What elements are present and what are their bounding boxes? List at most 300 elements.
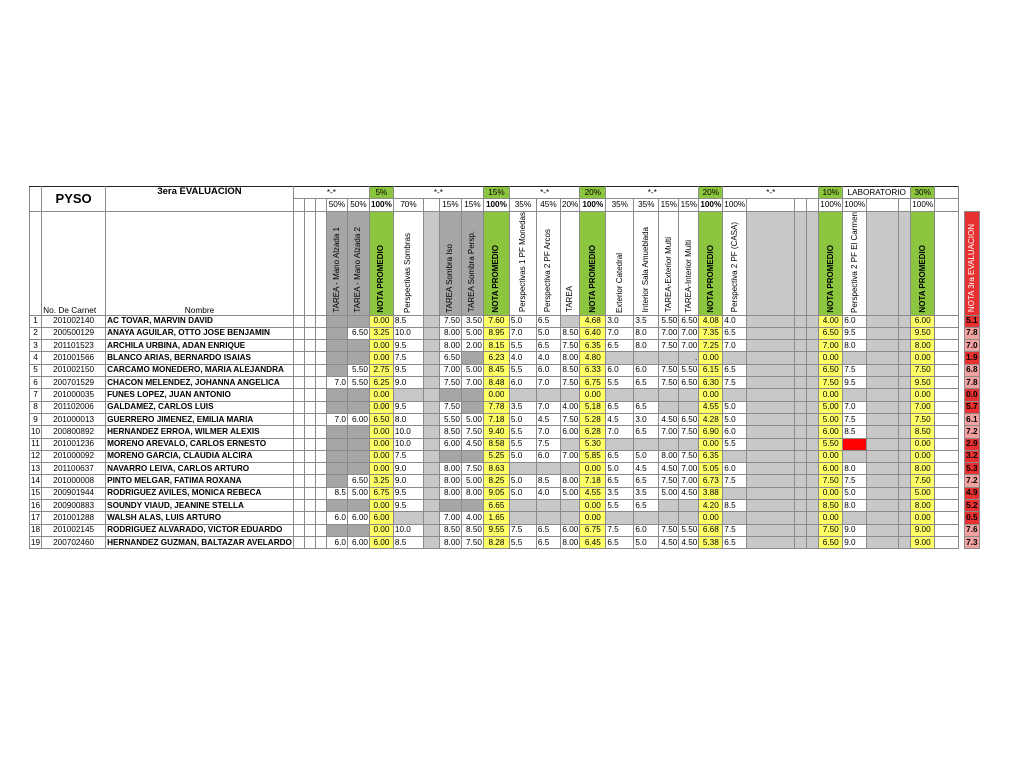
- grade-cell: 8.0: [843, 463, 867, 475]
- grade-cell: 6.25: [369, 377, 393, 389]
- grade-cell: 9.5: [393, 340, 423, 352]
- grade-cell: 6.50: [819, 364, 843, 376]
- grade-cell: [461, 499, 483, 511]
- grade-cell: [560, 512, 579, 524]
- grade-cell: 8.0: [843, 340, 867, 352]
- grade-cell: 8: [30, 401, 42, 413]
- empty-cell: [935, 426, 959, 438]
- grade-cell: WALSH ALAS, LUIS ARTURO: [106, 512, 294, 524]
- empty-cell: [304, 352, 315, 364]
- grade-cell: 6.40: [580, 327, 606, 339]
- empty-col: [807, 211, 819, 315]
- final-grade-cell: 7.8: [965, 327, 979, 339]
- grade-cell: [439, 389, 461, 401]
- grade-cell: [659, 512, 679, 524]
- grade-cell: 0.00: [699, 438, 723, 450]
- spacer: [965, 199, 979, 211]
- grade-cell: 7.50: [819, 524, 843, 536]
- final-grade-cell: 5.1: [965, 315, 979, 327]
- grade-cell: MORENO AREVALO, CARLOS ERNESTO: [106, 438, 294, 450]
- col-header: TAREA - Mano Alzada 1: [326, 211, 347, 315]
- grade-cell: [347, 401, 369, 413]
- empty-cell: [867, 340, 899, 352]
- grade-cell: 13: [30, 463, 42, 475]
- grade-cell: [536, 499, 560, 511]
- grade-cell: 8.50: [439, 426, 461, 438]
- grade-cell: 6.0: [536, 450, 560, 462]
- grade-cell: 7.0: [536, 377, 560, 389]
- grade-cell: 9.5: [393, 487, 423, 499]
- final-grade-cell: 1.9: [965, 352, 979, 364]
- pct-cell: 15%: [461, 199, 483, 211]
- grade-cell: 7.5: [843, 475, 867, 487]
- col-header: Perspectiva 2 PF El Carmen: [843, 211, 867, 315]
- pct-cell: 35%: [634, 199, 659, 211]
- grade-cell: 0.00: [369, 524, 393, 536]
- grade-cell: 5.5: [509, 426, 536, 438]
- grade-cell: 7.50: [819, 475, 843, 487]
- grade-cell: 6.5: [634, 426, 659, 438]
- empty-cell: [293, 199, 304, 211]
- empty-cell: [795, 413, 807, 425]
- empty-cell: [747, 327, 795, 339]
- grade-cell: 6.5: [723, 536, 747, 548]
- empty-cell: [423, 413, 439, 425]
- grade-cell: 7.50: [659, 377, 679, 389]
- group-star-5: *-*: [723, 187, 819, 199]
- empty-cell: [807, 450, 819, 462]
- pct-cell: 100%: [843, 199, 867, 211]
- grade-cell: [326, 426, 347, 438]
- empty-cell: [304, 524, 315, 536]
- grade-cell: [560, 389, 579, 401]
- col-header: Perspectivas Sombras: [393, 211, 423, 315]
- grade-cell: 0.00: [819, 389, 843, 401]
- empty-col: [304, 211, 315, 315]
- empty-cell: [423, 487, 439, 499]
- grade-cell: 0.00: [580, 463, 606, 475]
- grade-cell: 4.80: [580, 352, 606, 364]
- empty-col: [795, 211, 807, 315]
- empty-cell: [315, 499, 326, 511]
- grade-cell: 3.5: [634, 315, 659, 327]
- grade-cell: 5.25: [483, 450, 509, 462]
- grade-cell: [536, 389, 560, 401]
- empty-cell: [747, 426, 795, 438]
- grade-cell: [843, 352, 867, 364]
- grade-cell: [843, 438, 867, 450]
- grade-cell: [509, 499, 536, 511]
- grade-cell: 9.40: [483, 426, 509, 438]
- empty-cell: [423, 524, 439, 536]
- grade-cell: 7.0: [606, 426, 634, 438]
- grade-cell: 4.00: [819, 315, 843, 327]
- grade-cell: 7.50: [439, 315, 461, 327]
- empty-cell: [795, 327, 807, 339]
- grade-cell: [723, 450, 747, 462]
- grade-cell: [326, 340, 347, 352]
- empty-cell: [807, 536, 819, 548]
- grade-cell: 8.00: [911, 463, 935, 475]
- col-header: NOTA PROMEDIO: [483, 211, 509, 315]
- grade-cell: 6.5: [634, 401, 659, 413]
- grade-cell: 12: [30, 450, 42, 462]
- empty-cell: [899, 487, 911, 499]
- grade-cell: 8.00: [461, 487, 483, 499]
- grade-cell: 6.00: [560, 426, 579, 438]
- grade-cell: 7.50: [461, 463, 483, 475]
- empty-cell: [747, 463, 795, 475]
- empty-cell: [304, 364, 315, 376]
- table-row: [30, 463, 1006, 475]
- grade-cell: 4.50: [659, 413, 679, 425]
- grade-cell: [659, 401, 679, 413]
- empty-cell: [795, 426, 807, 438]
- grade-cell: 5.85: [580, 450, 606, 462]
- grade-cell: 5.50: [347, 364, 369, 376]
- grade-cell: 7.5: [393, 352, 423, 364]
- grade-cell: 1: [30, 315, 42, 327]
- grade-cell: 6.45: [580, 536, 606, 548]
- empty-cell: [315, 487, 326, 499]
- grade-cell: 3.5: [509, 401, 536, 413]
- empty-cell: [807, 340, 819, 352]
- empty-cell: [304, 463, 315, 475]
- empty-cell: [795, 536, 807, 548]
- grade-cell: 7.00: [679, 327, 699, 339]
- grade-cell: 5.50: [679, 524, 699, 536]
- empty-cell: [899, 364, 911, 376]
- empty-cell: [795, 340, 807, 352]
- grade-cell: 5.50: [819, 438, 843, 450]
- grade-cell: 6.68: [699, 524, 723, 536]
- col-header: Interior Sala Amueblada: [634, 211, 659, 315]
- grade-cell: 6.73: [699, 475, 723, 487]
- empty-cell: [423, 401, 439, 413]
- table-row: [30, 352, 1006, 364]
- grade-cell: 4.50: [679, 536, 699, 548]
- grade-cell: [347, 438, 369, 450]
- grade-cell: [461, 352, 483, 364]
- table-row: [30, 438, 1006, 450]
- empty-cell: [935, 475, 959, 487]
- grade-cell: 0.00: [369, 499, 393, 511]
- empty-cell: [807, 463, 819, 475]
- grade-cell: 6.33: [580, 364, 606, 376]
- grade-cell: 0.00: [819, 512, 843, 524]
- grade-cell: [347, 340, 369, 352]
- empty-cell: [867, 413, 899, 425]
- table-row: [30, 450, 1006, 462]
- empty-cell: [867, 536, 899, 548]
- table-row: [30, 340, 1006, 352]
- empty-col: [747, 211, 795, 315]
- empty-cell: [304, 536, 315, 548]
- empty-cell: [315, 352, 326, 364]
- empty-cell: [423, 199, 439, 211]
- grade-cell: 7.78: [483, 401, 509, 413]
- empty-col: [899, 211, 911, 315]
- empty-cell: [304, 377, 315, 389]
- final-grade-cell: 6.8: [965, 364, 979, 376]
- empty-cell: [304, 199, 315, 211]
- grade-cell: [326, 463, 347, 475]
- grade-cell: 6.50: [439, 352, 461, 364]
- grade-cell: 8.28: [483, 536, 509, 548]
- empty-cell: [304, 389, 315, 401]
- empty-cell: [293, 512, 304, 524]
- empty-cell: [293, 463, 304, 475]
- grade-cell: 5.5: [509, 364, 536, 376]
- empty-cell: [807, 426, 819, 438]
- grade-cell: 4.55: [699, 401, 723, 413]
- empty-cell: [747, 524, 795, 536]
- empty-cell: [795, 512, 807, 524]
- col-header: TAREA Sombra Iso: [439, 211, 461, 315]
- table-row: [30, 401, 1006, 413]
- grade-cell: 6.0: [536, 364, 560, 376]
- grade-cell: 201000092: [42, 450, 106, 462]
- empty-cell: [315, 438, 326, 450]
- grade-cell: SOUNDY VIAUD, JEANINE STELLA: [106, 499, 294, 511]
- pct-cell: 70%: [393, 199, 423, 211]
- table-row: [30, 327, 1006, 339]
- grade-cell: 7.5: [606, 524, 634, 536]
- grade-cell: 9.00: [911, 524, 935, 536]
- weight-20a: 20%: [580, 187, 606, 199]
- grade-cell: 6.5: [606, 401, 634, 413]
- grade-cell: [536, 512, 560, 524]
- grade-cell: 6.50: [819, 327, 843, 339]
- empty-cell: [935, 315, 959, 327]
- grade-cell: 8.00: [560, 352, 579, 364]
- grade-cell: 5.50: [659, 315, 679, 327]
- empty-cell: [795, 401, 807, 413]
- grade-cell: 6.0: [326, 512, 347, 524]
- grade-cell: .: [679, 352, 699, 364]
- empty-cell: [899, 499, 911, 511]
- empty-cell: [935, 377, 959, 389]
- grade-cell: 201000035: [42, 389, 106, 401]
- empty-cell: [304, 315, 315, 327]
- empty-col: [315, 211, 326, 315]
- grade-cell: 5.00: [560, 487, 579, 499]
- grade-cell: [509, 512, 536, 524]
- grade-cell: 6.0: [723, 463, 747, 475]
- grade-cell: 7.5: [509, 524, 536, 536]
- group-star-4: *-*: [606, 187, 699, 199]
- grade-cell: 5.00: [819, 401, 843, 413]
- grade-cell: 4.5: [536, 413, 560, 425]
- final-grade-cell: 0.5: [965, 512, 979, 524]
- empty-cell: [899, 327, 911, 339]
- pct-cell: 100%: [483, 199, 509, 211]
- grade-cell: 201000013: [42, 413, 106, 425]
- empty-cell: [899, 340, 911, 352]
- empty-cell: [293, 327, 304, 339]
- empty-cell: [293, 475, 304, 487]
- grade-cell: 6.0: [509, 377, 536, 389]
- grade-cell: FUNES LOPEZ, JUAN ANTONIO: [106, 389, 294, 401]
- empty-cell: [795, 199, 807, 211]
- empty-cell: [304, 487, 315, 499]
- grade-cell: 7.5: [723, 377, 747, 389]
- grade-cell: 6.5: [606, 536, 634, 548]
- grade-cell: 4.50: [461, 438, 483, 450]
- empty-cell: [293, 364, 304, 376]
- grade-cell: [347, 499, 369, 511]
- grade-cell: 5.28: [580, 413, 606, 425]
- grade-cell: 5.00: [347, 487, 369, 499]
- grade-cell: [347, 426, 369, 438]
- grade-cell: 8.00: [560, 475, 579, 487]
- grade-cell: 7.00: [819, 340, 843, 352]
- empty-cell: [293, 377, 304, 389]
- weight-15: 15%: [483, 187, 509, 199]
- grade-cell: 0.00: [699, 512, 723, 524]
- grade-cell: 7.50: [679, 426, 699, 438]
- empty-cell: [304, 499, 315, 511]
- grade-cell: 201001566: [42, 352, 106, 364]
- grade-cell: 8.25: [483, 475, 509, 487]
- empty-cell: [807, 524, 819, 536]
- empty-cell: [293, 401, 304, 413]
- grade-cell: 6.00: [369, 512, 393, 524]
- grade-cell: 8.5: [843, 426, 867, 438]
- grade-cell: 6.0: [634, 364, 659, 376]
- grade-cell: 7.00: [439, 364, 461, 376]
- grade-cell: PINTO MELGAR, FATIMA ROXANA: [106, 475, 294, 487]
- grade-cell: 7.50: [659, 340, 679, 352]
- empty-cell: [315, 199, 326, 211]
- grade-cell: 0.00: [911, 352, 935, 364]
- empty-cell: [795, 475, 807, 487]
- grade-cell: 7.5: [723, 475, 747, 487]
- grade-cell: 6.5: [536, 315, 560, 327]
- empty-cell: [293, 389, 304, 401]
- final-grade-cell: 5.7: [965, 401, 979, 413]
- grade-cell: 17: [30, 512, 42, 524]
- grade-cell: 5.5: [606, 377, 634, 389]
- grade-cell: [659, 352, 679, 364]
- grade-cell: [393, 389, 423, 401]
- empty-cell: [867, 315, 899, 327]
- pct-cell: 15%: [679, 199, 699, 211]
- grade-cell: 5.05: [699, 463, 723, 475]
- grade-cell: 7.0: [843, 401, 867, 413]
- empty-cell: [867, 327, 899, 339]
- grade-cell: 5.0: [509, 487, 536, 499]
- empty-cell: [899, 315, 911, 327]
- empty-cell: [935, 487, 959, 499]
- grade-cell: 6.50: [819, 536, 843, 548]
- grade-cell: [560, 438, 579, 450]
- empty-cell: [315, 536, 326, 548]
- grade-cell: 19: [30, 536, 42, 548]
- grade-cell: 0.00: [369, 401, 393, 413]
- grade-cell: 4.68: [580, 315, 606, 327]
- pct-cell: 100%: [580, 199, 606, 211]
- grade-cell: 9.5: [843, 377, 867, 389]
- empty-cell: [867, 364, 899, 376]
- empty-cell: [795, 463, 807, 475]
- grade-cell: 0.00: [911, 450, 935, 462]
- empty-cell: [867, 450, 899, 462]
- grade-cell: 8.95: [483, 327, 509, 339]
- empty-cell: [423, 389, 439, 401]
- pct-cell: 15%: [659, 199, 679, 211]
- grade-cell: 9.55: [483, 524, 509, 536]
- grade-cell: 9.5: [393, 401, 423, 413]
- empty-cell: [867, 499, 899, 511]
- empty-cell: [899, 524, 911, 536]
- empty-cell: [747, 199, 795, 211]
- grade-cell: 7.00: [911, 401, 935, 413]
- grade-cell: 5.0: [843, 487, 867, 499]
- grade-cell: 6.5: [634, 475, 659, 487]
- grade-cell: 6.5: [723, 364, 747, 376]
- empty-cell: [747, 413, 795, 425]
- final-grade-cell: 5.2: [965, 499, 979, 511]
- empty-cell: [747, 499, 795, 511]
- grade-cell: 6.23: [483, 352, 509, 364]
- pct-cell: 100%: [911, 199, 935, 211]
- grade-cell: 4.0: [536, 487, 560, 499]
- empty-cell: [807, 352, 819, 364]
- grade-cell: 7.00: [679, 463, 699, 475]
- grade-cell: [461, 389, 483, 401]
- grade-cell: 201102006: [42, 401, 106, 413]
- empty-cell: [304, 413, 315, 425]
- grade-cell: 6.75: [580, 377, 606, 389]
- empty-cell: [867, 352, 899, 364]
- grade-cell: 7.5: [843, 413, 867, 425]
- evaluation-title: 3era EVALUACION: [106, 187, 294, 212]
- grade-cell: 6.50: [679, 377, 699, 389]
- empty-cell: [747, 438, 795, 450]
- grade-cell: 9.5: [843, 327, 867, 339]
- grade-cell: 7.5: [843, 364, 867, 376]
- empty-col: [867, 211, 899, 315]
- empty-cell: [795, 438, 807, 450]
- empty-cell: [747, 364, 795, 376]
- grade-cell: 6.00: [347, 413, 369, 425]
- grade-cell: RODRIGUEZ ALVARADO, VICTOR EDUARDO: [106, 524, 294, 536]
- col-header: TAREA-Exterior Multi: [659, 211, 679, 315]
- empty-cell: [899, 199, 911, 211]
- grade-cell: 8.0: [634, 327, 659, 339]
- nombre-header: Nombre: [106, 211, 294, 315]
- grade-cell: 6.75: [369, 487, 393, 499]
- laboratorio-header: LABORATORIO: [843, 187, 911, 199]
- empty-cell: [867, 438, 899, 450]
- grade-cell: 201000008: [42, 475, 106, 487]
- grade-cell: 3.5: [634, 487, 659, 499]
- empty-cell: [315, 327, 326, 339]
- final-grade-cell: 0.0: [965, 389, 979, 401]
- empty-cell: [807, 364, 819, 376]
- grade-cell: 5.0: [634, 536, 659, 548]
- empty-cell: [795, 389, 807, 401]
- grade-cell: 8.00: [911, 340, 935, 352]
- grade-cell: 7.60: [483, 315, 509, 327]
- empty-cell: [304, 438, 315, 450]
- grade-cell: 6.5: [634, 377, 659, 389]
- empty-cell: [423, 536, 439, 548]
- group-star-2: *-*: [393, 187, 483, 199]
- grade-cell: 5.00: [461, 413, 483, 425]
- col-header: TAREA-Interior Multi: [679, 211, 699, 315]
